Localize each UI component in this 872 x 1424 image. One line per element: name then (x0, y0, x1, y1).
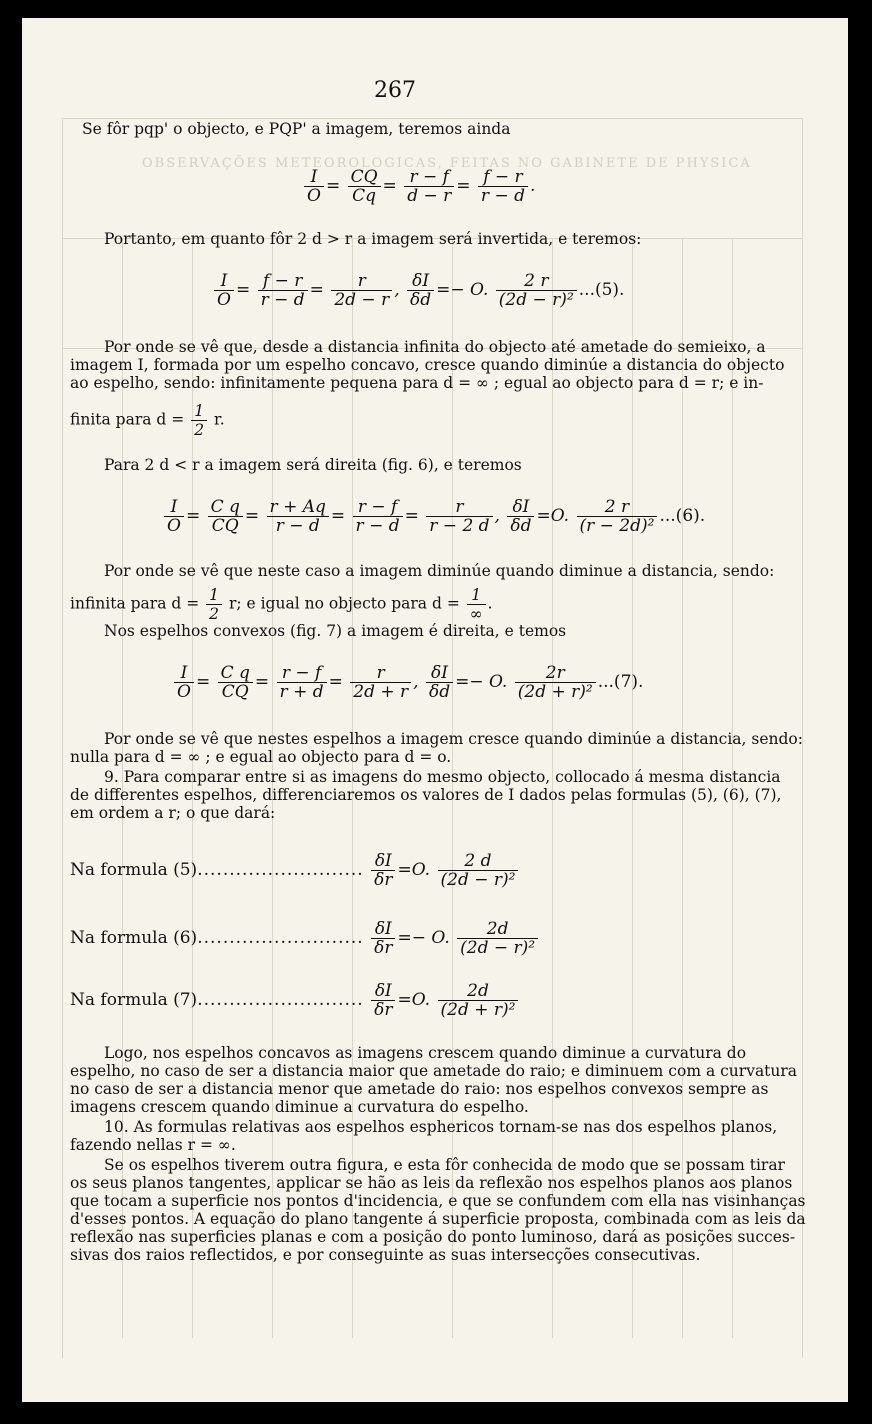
para-10-l2: fazendo nellas r = ∞. (70, 1136, 236, 1154)
equation-1: $\frac{I}{O}$ = $\frac{CQ}{Cq}$ = $\frac{r - f}{d - r}$ = $\frac{f - r}{r - d}$ . (302, 168, 535, 205)
equation-7: $\frac{I}{O}$ = $\frac{\text{C q}}{CQ}$ = $\frac{r - f}{r + d}$ = $\frac{r}{2d + r}$ , $\frac{\delta I}{\delta d}$ =− O. $\frac{2r}{\text{(2d + r)²}}$ ...(7). (172, 664, 643, 701)
formula-row-6: Na formula (6).......................... $\frac{\delta I}{\delta r}$ =− O. $\frac{2d}{\text{(2d − r)²}}$ (70, 920, 540, 957)
para-logo-l2: espelho, no caso de ser a distancia maior que ametade do raio; e diminuem com a curvatura (70, 1062, 798, 1080)
para-logo-l1: Logo, nos espelhos concavos as imagens crescem quando diminue a curvatura do (104, 1044, 747, 1062)
para-convexos: Nos espelhos convexos (fig. 7) a imagem é direita, e temos (104, 622, 567, 640)
para-logo-l3: no caso de ser a distancia menor que ametade do raio: nos espelhos convexos sempre as (70, 1080, 769, 1098)
para-10-l1: 10. As formulas relativas aos espelhos esphericos tornam-se nas dos espelhos planos, (104, 1118, 778, 1136)
para-onde-3-l1: Por onde se vê que nestes espelhos a imagem cresce quando diminúe a distancia, sendo: (104, 730, 803, 748)
para-onde-1-l2: imagem I, formada por um espelho concavo, cresce quando diminúe a distancia do objecto (70, 356, 785, 374)
para-onde-1-l3: ao espelho, sendo: infinitamente pequena para d = ∞ ; egual ao objecto para d = r; e in- (70, 374, 764, 392)
para-se-l3: que tocam a superficie nos pontos d'incidencia, e que se confundem com ella nas visinhanças (70, 1192, 806, 1210)
para-9-l2: de differentes espelhos, differenciaremos os valores de I dados pelas formulas (5), (6), (7), (70, 786, 782, 804)
paragraph-portanto: Portanto, em quanto fôr 2 d > r a imagem será invertida, e teremos: (104, 230, 642, 248)
para-9-l1: 9. Para comparar entre si as imagens do mesmo objecto, collocado á mesma distancia (104, 768, 781, 786)
page-number: 267 (374, 78, 416, 103)
para-onde-1-l1: Por onde se vê que, desde a distancia infinita do objecto até ametade do semieixo, a (104, 338, 766, 356)
para-onde-1-l4: finita para d = $\frac{1}{2}$ r. (70, 402, 225, 439)
para-se-l2: os seus planos tangentes, applicar se hão as leis da reflexão nos espelhos planos aos planos (70, 1174, 793, 1192)
page: OBSERVAÇÕES METEOROLOGICAS, FEITAS NO GABINETE DE PHYSICA 267 Se fôr pqp' o objecto, e PQP' a imagem, teremos ainda $\frac{I}{O}$ = $\frac{CQ}{Cq}$ = $\frac{r - f}{d - r}$ = $\frac{f - r}{r - d}$ . Portanto, em quanto fôr 2 d > r a imagem será invertida, e teremos: $\frac{I}{O}$ = $\frac{f - r}{r - d}$ = $\frac{r}{2d - r}$ , $\frac{\delta I}{\delta d}$ =− O. $\frac{2 r}{\text{(2d − r)²}}$ ...(5). Por onde se vê que, desde a distancia infinita do objecto até ametade do semieixo, a imagem I, formada por um espelho concavo, cresce quando diminúe a distancia do objecto ao espelho, sendo: infinitamente pequena para d = ∞ ; egual ao objecto para d = r; e in- finita para d = $\frac{1}{2}$ r. Para 2 d < r a imagem será direita (fig. 6), e teremos $\frac{I}{O}$ = $\frac{\text{C q}}{CQ}$ = $\frac{r + Aq}{r - d}$ = $\frac{r - f}{r - d}$ = $\frac{r}{r - 2 d}$ , $\frac{\delta I}{\delta d}$ =O. $\frac{2 r}{\text{(r − 2d)²}}$ ...(6). Por onde se vê que neste caso a imagem diminúe quando diminue a distancia, sendo: infinita para d = $\frac{1}{2}$ r; e igual no objecto para d = $\frac{1}{\infty}$ . Nos espelhos convexos (fig. 7) a imagem é direita, e temos $\frac{I}{O}$ = $\frac{\text{C q}}{CQ}$ = $\frac{r - f}{r + d}$ = $\frac{r}{2d + r}$ , $\frac{\delta I}{\delta d}$ =− O. $\frac{2r}{\text{(2d + r)²}}$ ...(7). Por onde se vê que nestes espelhos a imagem cresce quando diminúe a distancia, sendo: nulla para d = ∞ ; e egual ao objecto para d = o. 9. Para comparar entre si as imagens do mesmo objecto, collocado á mesma distancia de differentes espelhos, differenciaremos os valores de I dados pelas formulas (5), (6), (7), em ordem a r; o que dará: Na formula (5).......................... $\frac{\delta I}{\delta r}$ =O. $\frac{2 d}{\text{(2d − r)²}}$ Na formula (6).......................... $\frac{\delta I}{\delta r}$ =− O. $\frac{2d}{\text{(2d − r)²}}$ Na formula (7).......................... $\frac{\delta I}{\delta r}$ =O. $\frac{2d}{\text{(2d + r)²}}$ Logo, nos espelhos concavos as imagens crescem quando diminue a curvatura do espelho, no caso de ser a distancia maior que ametade do raio; e diminuem com a curvatura no caso de ser a distancia menor que ametade do raio: nos espelhos convexos sempre as imagens crescem quando diminue a curvatura do espelho. 10. As formulas relativas aos espelhos esphericos tornam-se nas dos espelhos planos, fazendo nellas r = ∞. Se os espelhos tiverem outra figura, e esta fôr conhecida de modo que se possam tirar os seus planos tangentes, applicar se hão as leis da reflexão nos espelhos planos aos planos que tocam a superficie nos pontos d'incidencia, e que se confundem com ella nas visinhanças d'esses pontos. A equação do plano tangente á superficie proposta, combinada com as leis da reflexão nas superficies planas e com a posição do ponto luminoso, dará as posições succes- sivas dos raios reflectidos, e por conseguinte as suas intersecções consecutivas. (22, 18, 848, 1402)
equation-6: $\frac{I}{O}$ = $\frac{\text{C q}}{CQ}$ = $\frac{r + Aq}{r - d}$ = $\frac{r - f}{r - d}$ = $\frac{r}{r - 2 d}$ , $\frac{\delta I}{\delta d}$ =O. $\frac{2 r}{\text{(r − 2d)²}}$ ...(6). (162, 498, 705, 535)
para-se-l6: sivas dos raios reflectidos, e por conseguinte as suas intersecções consecutivas. (70, 1246, 701, 1264)
para-se-l1: Se os espelhos tiverem outra figura, e esta fôr conhecida de modo que se possam tirar (104, 1156, 785, 1174)
para-logo-l4: imagens crescem quando diminue a curvatura do espelho. (70, 1098, 529, 1116)
para-9-l3: em ordem a r; o que dará: (70, 804, 276, 822)
formula-row-5: Na formula (5).......................... $\frac{\delta I}{\delta r}$ =O. $\frac{2 d}{\text{(2d − r)²}}$ (70, 852, 520, 889)
para-se-l4: d'esses pontos. A equação do plano tangente á superficie proposta, combinada com as leis da (70, 1210, 806, 1228)
para-2d-less-r: Para 2 d < r a imagem será direita (fig. 6), e teremos (104, 456, 522, 474)
equation-5: $\frac{I}{O}$ = $\frac{f - r}{r - d}$ = $\frac{r}{2d - r}$ , $\frac{\delta I}{\delta d}$ =− O. $\frac{2 r}{\text{(2d − r)²}}$ ...(5). (212, 272, 624, 309)
para-onde-2-l2: infinita para d = $\frac{1}{2}$ r; e igual no objecto para d = $\frac{1}{\infty}$ . (70, 586, 493, 623)
para-onde-3-l2: nulla para d = ∞ ; e egual ao objecto para d = o. (70, 748, 452, 766)
intro-line: Se fôr pqp' o objecto, e PQP' a imagem, teremos ainda (82, 120, 511, 138)
formula-row-7: Na formula (7).......................... $\frac{\delta I}{\delta r}$ =O. $\frac{2d}{\text{(2d + r)²}}$ (70, 982, 520, 1019)
para-onde-2-l1: Por onde se vê que neste caso a imagem diminúe quando diminue a distancia, sendo: (104, 562, 775, 580)
para-se-l5: reflexão nas superficies planas e com a posição do ponto luminoso, dará as posições succes- (70, 1228, 796, 1246)
